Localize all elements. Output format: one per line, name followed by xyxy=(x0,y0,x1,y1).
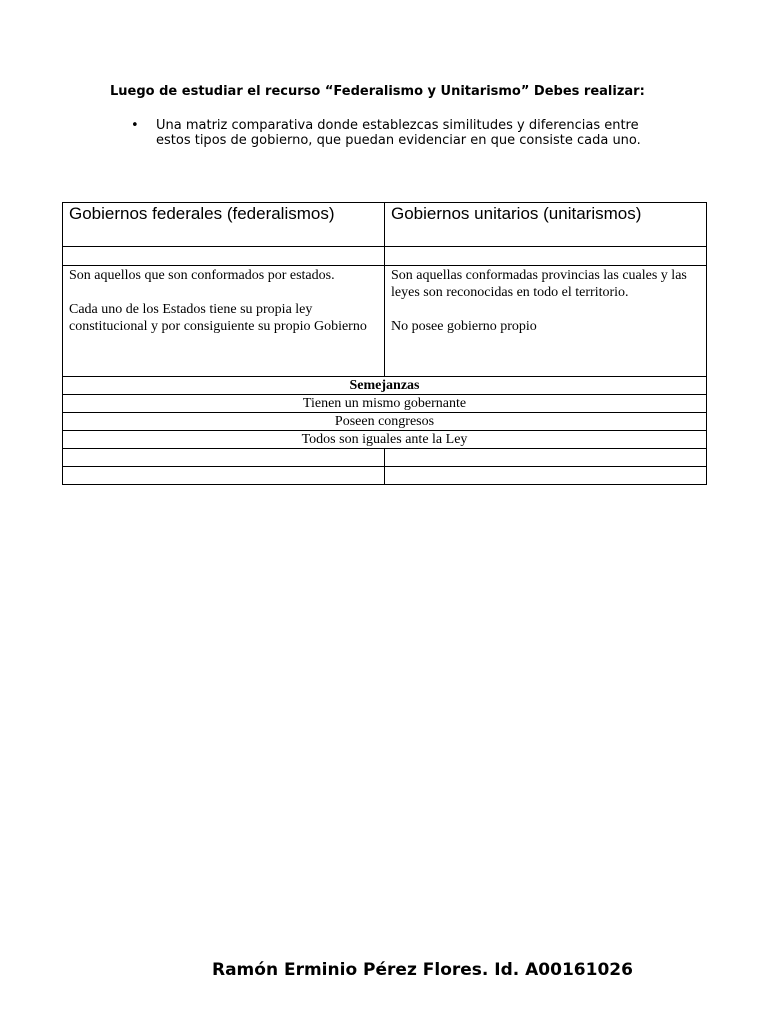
semejanzas-title-row xyxy=(63,377,707,395)
federal-paragraph: Cada uno de los Estados tiene su propia ley constitucional y por consiguiente su propio Gobierno xyxy=(69,302,367,334)
semejanza-item: Poseen congresos xyxy=(63,413,707,431)
unitario-paragraph: No posee gobierno propio xyxy=(391,319,537,334)
instructions-heading: Luego de estudiar el recurso “Federalismo y Unitarismo” Debes realizar: xyxy=(110,84,645,99)
empty-cell xyxy=(63,247,385,266)
matrix-spacer-row xyxy=(63,247,707,266)
empty-cell xyxy=(385,449,707,467)
semejanza-item: Tienen un mismo gobernante xyxy=(63,395,707,413)
unitario-description-cell xyxy=(385,266,707,377)
header-federal: Gobiernos federales (federalismos) xyxy=(63,203,385,247)
unitario-paragraph: Son aquellas conformadas provincias las cuales y las leyes son reconocidas en todo el territorio. xyxy=(391,268,687,300)
instructions-block xyxy=(110,84,670,149)
federal-paragraph: Son aquellos que son conformados por estados. xyxy=(69,268,335,283)
empty-cell xyxy=(63,467,385,485)
semejanza-row xyxy=(63,431,707,449)
matrix-header-row xyxy=(63,203,707,247)
federal-description-cell xyxy=(63,266,385,377)
semejanza-row xyxy=(63,395,707,413)
empty-row xyxy=(63,467,707,485)
instructions-bullet-item xyxy=(131,117,670,149)
semejanza-row xyxy=(63,413,707,431)
author-footer: Ramón Erminio Pérez Flores. Id. A00161026 xyxy=(212,960,633,980)
header-unitario: Gobiernos unitarios (unitarismos) xyxy=(385,203,707,247)
empty-cell xyxy=(385,467,707,485)
empty-row xyxy=(63,449,707,467)
instructions-list xyxy=(110,118,670,149)
semejanza-item: Todos son iguales ante la Ley xyxy=(63,431,707,449)
matrix-body-row xyxy=(63,266,707,377)
semejanzas-title: Semejanzas xyxy=(63,377,707,395)
comparison-matrix xyxy=(62,202,707,485)
empty-cell xyxy=(63,449,385,467)
empty-cell xyxy=(385,247,707,266)
bullet-text: Una matriz comparativa donde establezcas similitudes y diferencias entre estos tipos de gobierno, que puedan evidenciar en que consiste cada uno. xyxy=(156,117,641,148)
bullet-icon: • xyxy=(131,117,139,133)
